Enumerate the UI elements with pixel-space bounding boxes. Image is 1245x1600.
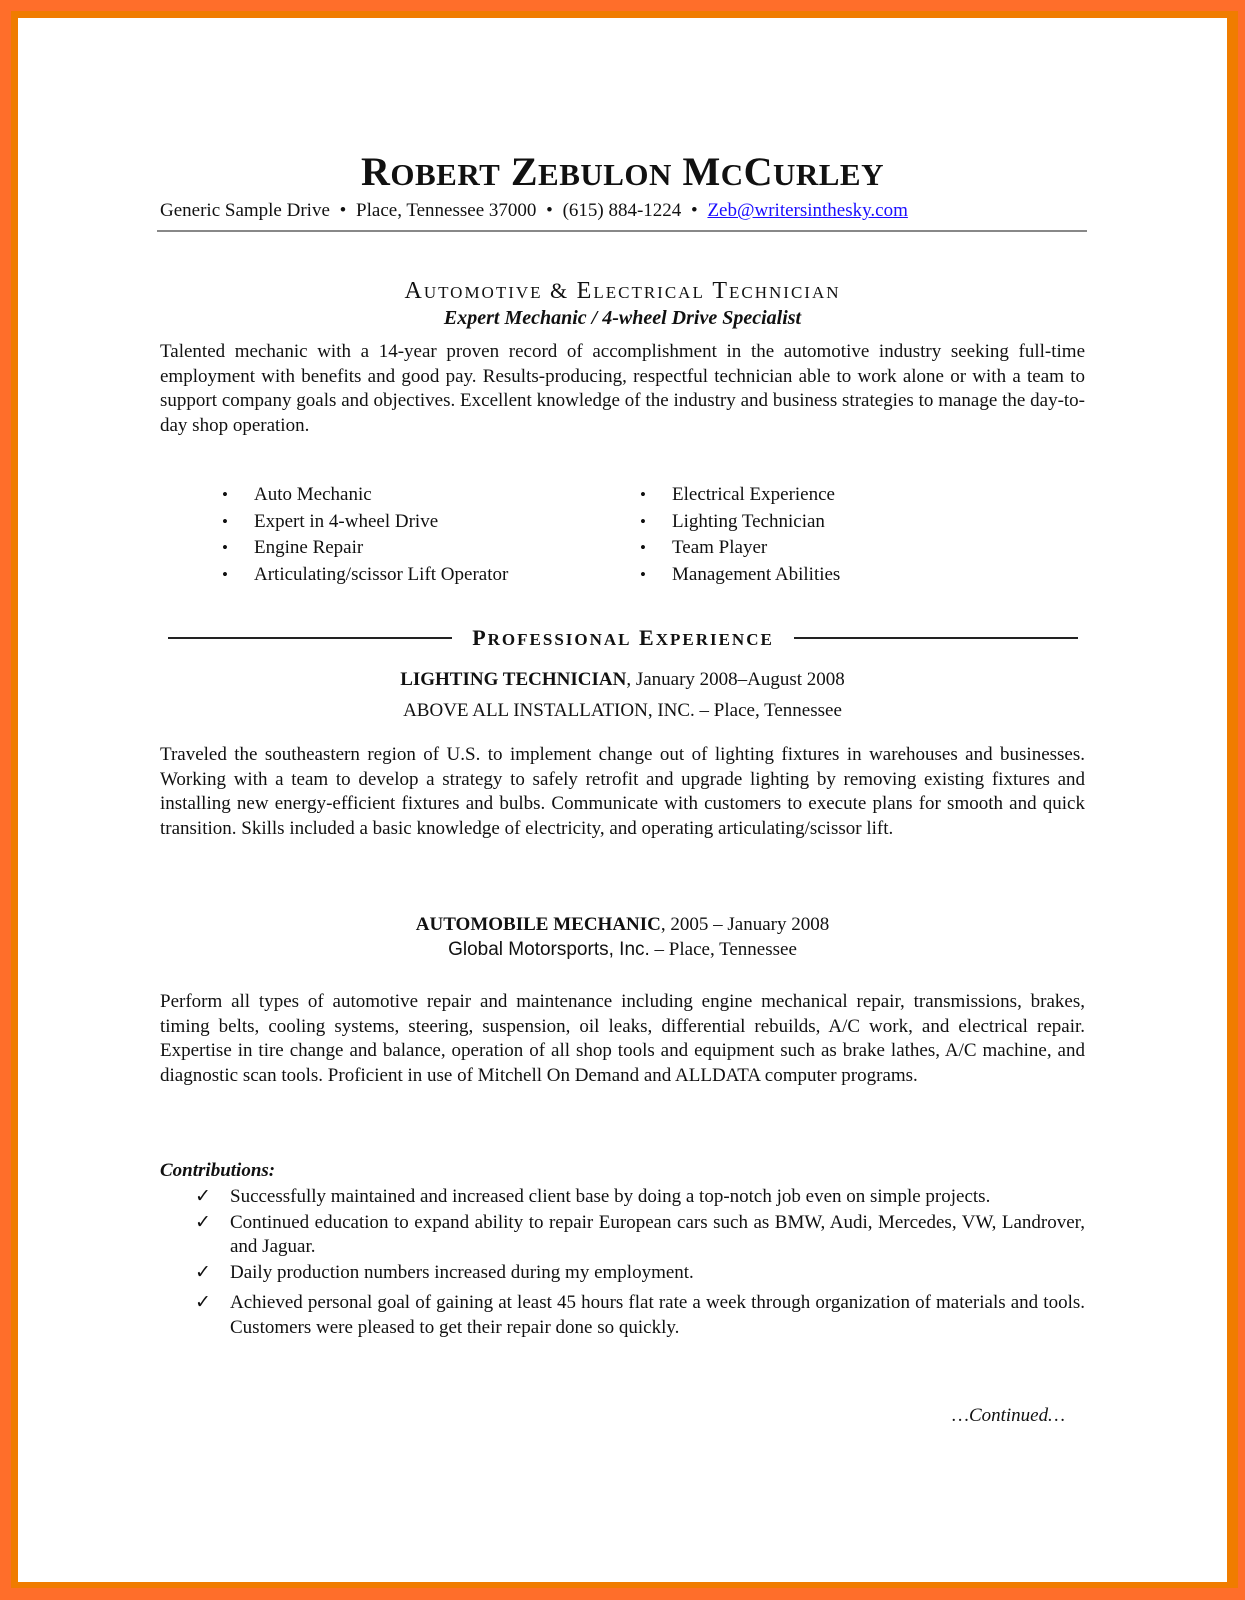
email-link[interactable]: Zeb@writersinthesky.com bbox=[707, 200, 908, 221]
checkmark-icon: ✓ bbox=[195, 1211, 211, 1233]
address: Generic Sample Drive bbox=[160, 200, 330, 221]
checkmark-icon: ✓ bbox=[195, 1261, 211, 1283]
checkmark-icon: ✓ bbox=[195, 1292, 211, 1313]
skill-item: • Electrical Experience bbox=[640, 482, 840, 509]
skills-right-column bbox=[640, 482, 840, 588]
heading-rule-left bbox=[168, 637, 452, 639]
bullet-separator: • bbox=[691, 200, 698, 221]
experience-section-heading bbox=[168, 623, 1078, 653]
contribution-item: ✓ Continued education to expand ability to repair European cars such as BMW, Audi, Mercedes, VW, Landrover, and Jaguar. bbox=[195, 1211, 1085, 1257]
skills-left-column bbox=[222, 482, 508, 588]
skill-item: • Management Abilities bbox=[640, 562, 840, 589]
contact-line bbox=[160, 200, 908, 222]
skill-item: • Auto Mechanic bbox=[222, 482, 508, 509]
candidate-name: ROBERT ZEBULON MCCURLEY bbox=[360, 149, 884, 194]
skill-item: • Expert in 4-wheel Drive bbox=[222, 509, 508, 536]
job-2-company: Global Motorsports, Inc. – Place, Tennessee bbox=[448, 939, 797, 960]
contribution-item: ✓ Successfully maintained and increased client base by doing a top-notch job even on simple projects. bbox=[195, 1185, 1085, 1210]
job-1-title: LIGHTING TECHNICIAN, January 2008–August 2008 bbox=[400, 669, 845, 690]
skill-item: • Articulating/scissor Lift Operator bbox=[222, 562, 508, 589]
contribution-item: ✓ Daily production numbers increased during my employment. bbox=[195, 1261, 1085, 1286]
skill-item: • Team Player bbox=[640, 535, 840, 562]
header-divider bbox=[157, 230, 1087, 232]
job-2-description: Perform all types of automotive repair and maintenance including engine mechanical repair, transmissions, brakes, timing belts, cooling systems, steering, suspension, oil leaks, differential rebuilds, A/C work, and electrical repair. Expertise in tire change and balance, operation of all shop tools and equipment such as brake lathes, A/C machine, and diagnostic scan tools. Proficient in use of Mitchell On Demand and ALLDATA computer programs. bbox=[160, 991, 1085, 1086]
contributions-heading: Contributions: bbox=[160, 1160, 276, 1181]
phone: (615) 884-1224 bbox=[562, 200, 682, 221]
bullet-separator: • bbox=[546, 200, 553, 221]
city: Place, Tennessee 37000 bbox=[356, 200, 537, 221]
heading-rule-right bbox=[794, 637, 1078, 639]
headline-title: AUTOMOTIVE & ELECTRICAL TECHNICIAN bbox=[404, 278, 841, 304]
experience-heading-text: PROFESSIONAL EXPERIENCE bbox=[472, 625, 774, 650]
contribution-item: ✓ Achieved personal goal of gaining at least 45 hours flat rate a week through organization of materials and tools. Customers were pleased to get their repair done so quickly. bbox=[195, 1292, 1085, 1338]
job-1-company: ABOVE ALL INSTALLATION, INC. – Place, Tennessee bbox=[403, 700, 842, 721]
checkmark-icon: ✓ bbox=[195, 1186, 211, 1207]
headline-subtitle: Expert Mechanic / 4-wheel Drive Specialist bbox=[443, 307, 802, 329]
contributions-list bbox=[195, 1185, 1085, 1341]
job-1-description: Traveled the southeastern region of U.S. to implement change out of lighting fixtures in warehouses and businesses. Working with a team to develop a strategy to safely retrofit and upgrade lighting by removing existing fixtures and installing new energy-efficient fixtures and bulbs. Communicate with customers to execute plans for smooth and quick transition. Skills included a basic knowledge of electricity, and operating articulating/scissor lift. bbox=[160, 744, 1085, 839]
skill-item: • Lighting Technician bbox=[640, 509, 840, 536]
job-2-title: AUTOMOBILE MECHANIC, 2005 – January 2008 bbox=[415, 914, 830, 935]
summary-paragraph: Talented mechanic with a 14-year proven record of accomplishment in the automotive industry seeking full-time employment with benefits and good pay. Results-producing, respectful technician able to work alone or with a team to support company goals and objectives. Excellent knowledge of the industry and business strategies to manage the day-to-day shop operation. bbox=[160, 341, 1085, 436]
bullet-separator: • bbox=[339, 200, 347, 221]
continued-note: …Continued… bbox=[952, 1405, 1065, 1426]
skill-item: • Engine Repair bbox=[222, 535, 508, 562]
